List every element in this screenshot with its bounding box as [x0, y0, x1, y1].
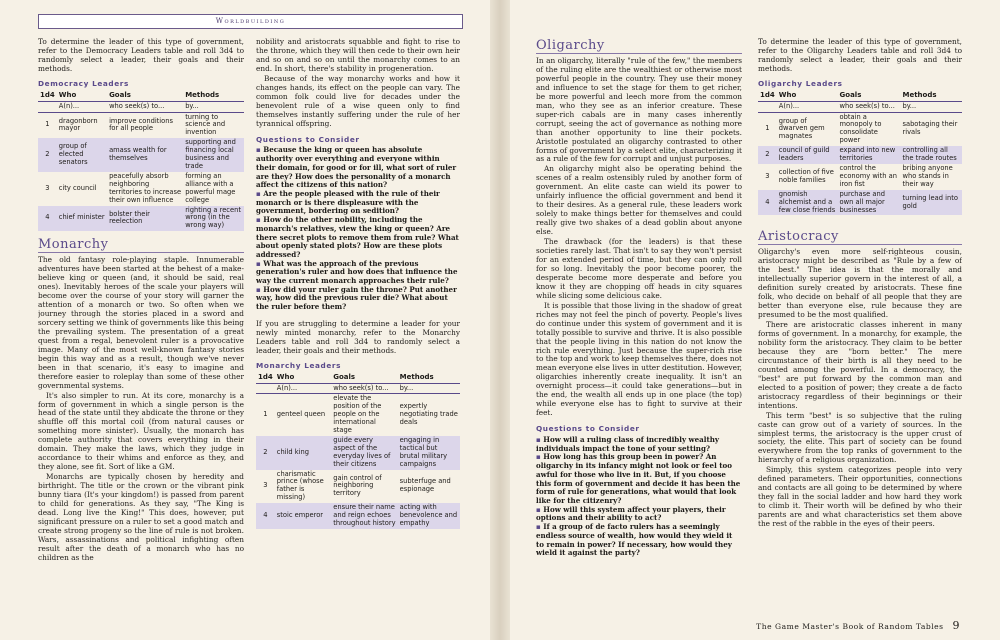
left-column-2 — [256, 38, 460, 628]
table-row: 2 council of guild leaders expand into new territories controlling all the trade routes — [758, 146, 962, 164]
table-row: 4 chief minister bolster their reelection righting a recent wrong (in the wrong way) — [38, 206, 244, 232]
oligarchy-paragraph: An oligarchy might also be operating behind the scenes of a realm ostensibly ruled by another form of government. An elite caste can wield its power to unfairly influence the official government and bend it to their desires. As a general rule, these leaders work solely to make things better for themselves and could really give two shakes of a dead goblin about anyone else. — [536, 164, 742, 237]
oligarchy-questions-heading: Questions to Consider — [536, 424, 640, 434]
table-header: Who — [275, 373, 331, 383]
book-title: The Game Master's Book of Random Tables — [756, 622, 944, 631]
aristocracy-heading: Aristocracy — [758, 229, 962, 245]
table-row: 3 charismatic prince (whose father is missing) gain control of neighboring territory subterfuge and espionage — [263, 469, 451, 502]
democracy-table-title: Democracy Leaders — [38, 78, 129, 88]
monarchy-leaders-table — [256, 373, 460, 529]
table-subheader: by... — [398, 383, 460, 394]
table-header: Methods — [900, 91, 962, 101]
table-subheader: by... — [183, 101, 244, 112]
question-item: ▪ If a group of de facto rulers has a seemingly endless source of wealth, how would they wield it to remain in power? If necessary, how would they wield it against the party? — [536, 522, 733, 558]
table-header: Goals — [107, 91, 183, 101]
table-row: 2 child king guide every aspect of the everyday lives of their citizens engaging in tactical but brutal military campaigns — [256, 436, 460, 470]
oligarchy-table-title: Oligarchy Leaders — [758, 78, 843, 88]
aristocracy-paragraph: There are aristocratic classes inherent in many forms of government. In a monarchy, for example, the nobility form the aristocracy. They claim to be better because they are "born better." The mere circumstance of their birth is all they need to be counted among the powerful. In a democracy, the "best" are put forward by the common man and elected to a position of power; they create a de facto aristocracy regardless of their beginnings or their intentions. — [758, 320, 962, 410]
monarchy-paragraph: nobility and aristocrats squabble and fight to rise to the throne, which they will then cede to their own heir and so on and so on until the monarchy comes to an end. In short, there's stability in progeneration. — [256, 38, 460, 73]
table-subheader: A(n)... — [57, 101, 107, 112]
left-column-1 — [38, 38, 244, 628]
monarchy-table-title: Monarchy Leaders — [256, 360, 342, 370]
book-gutter — [490, 0, 510, 640]
democracy-intro: To determine the leader of this type of government, refer to the Democracy Leaders table and roll 3d4 to randomly select a leader, their goals and their methods. — [38, 38, 244, 73]
oligarchy-paragraph: It is possible that those living in the shadow of great riches may not feel the pinch of poverty. People's lives do continue under this system of government and it is totally possible to survive and thrive. It is also possible that the people living in this nation do not know the rich rule everything. Just because the super-rich rise to the top and work to keep themselves there, does not mean everyone else lives in utter destitution. However, oligarchies inherently create inequality. It isn't an overnight process—it could take generations—but in the end, the wealth all ends up in one place (the top) while everyone else has to fight to survive at their feet. — [536, 300, 742, 418]
democracy-leaders-table — [38, 91, 244, 232]
table-header: Who — [57, 91, 107, 101]
table-subheader: A(n)... — [777, 101, 838, 112]
table-row: 1 dragonborn mayor improve conditions for all people turning to science and invention — [45, 112, 226, 137]
question-item: ▪ What was the approach of the previous generation's ruler and how does that influence the way the current monarch approaches their rule? — [256, 258, 458, 286]
table-row: 4 stoic emperor ensure their name and reign echoes throughout history acting with benevolence and empathy — [256, 503, 460, 529]
question-item: ▪ How do the other nobility, including the monarch's relatives, view the king or queen? Are there secret plots to remove them from rule? What about openly stated plots? How are these plots addressed? — [256, 215, 459, 259]
table-header: Goals — [838, 91, 901, 101]
question-item: ▪ Are the people pleased with the rule of their monarch or is there displeasure with the government, bordering on sedition? — [256, 189, 440, 216]
aristocracy-paragraph: Oligarchy's even more self-righteous cousin, aristocracy might be described as "Rule by a few of the best." The idea is that the morally and intellectually superior govern in the interest of all, a definition surely created by aristocrats. These fine folk, who decide on behalf of all people that they are better than everyone else, rule because they are presumed to be the most qualified. — [758, 247, 962, 320]
table-header: Methods — [183, 91, 244, 101]
table-row: 4 gnomish alchemist and a few close friends purchase and own all major businesses turning lead into gold — [758, 190, 962, 216]
left-page — [0, 0, 490, 640]
question-item: ▪ How will this system affect your players, their options and their ability to act? — [536, 504, 726, 523]
question-item: ▪ How did your ruler gain the throne? Put another way, how did the previous ruler die? What about the ruler before them? — [256, 284, 457, 312]
table-row: 3 city council peacefully absorb neighboring territories to increase their own influence forming an alliance with a powerful mage college — [45, 171, 236, 204]
table-row: 1 genteel queen elevate the position of the people on the international stage expertly negotiating trade deals — [263, 394, 458, 435]
aristocracy-paragraph: This term "best" is so subjective that the ruling caste can grow out of a variety of sources. In the simplest terms, the aristocracy is the upper crust of society, the elite. This part of society can be found everywhere from the top ranks of government to the hierarchy of a religious organization. — [758, 410, 962, 465]
monarchy-paragraph: The old fantasy role-playing staple. Innumerable adventures have been started at the behest of a make-believe king or queen (and, it should be said, real ones). Inevitably heroes of the scale your players will become over the course of your story will garner the attention of a monarch or two. So often when we journey through the stories placed in a sword and sorcery setting we think of governments like this being the prevailing system. The presentation of a great quest from a regal, benevolent ruler is a provocative image. Many of the most well-known fantasy stories begin this way and as a result, though we've never been in that scenario, it's easy to imagine and therefore easier to roleplay than some of these other governmental systems. — [38, 255, 244, 390]
monarchy-paragraph: Because of the way monarchy works and how it changes hands, its effect on the people can vary. The common folk could live for decades under the benevolent rule of a wise queen only to find themselves instantly suffering under the rule of her tyrannical offspring. — [256, 73, 460, 128]
monarchy-paragraph: Monarchs are typically chosen by heredity and birthright. The title or the crown or the vibrant pink bunny tiara (It's your kingdom!) is passed from parent to child for generations. As they say, "The King is dead. Long live the King!" This does, however, put significant pressure on a ruler to set a good match and create strong progeny so the line of rule is not broken. Wars, assassinations and political infighting often result after the death of a monarch who has no children as the — [38, 472, 244, 562]
table-header: 1d4 — [38, 91, 57, 101]
monarchy-paragraph: It's also simpler to run. At its core, monarchy is a form of government in which a single person is the head of the state until they abdicate the throne or they shuffle off this mortal coil (from natural causes or something more sinister). Usually, the monarch has complete authority that covers everything in their domain. They make the laws, which they judge in accordance to their whims and enforce as they, and they alone, see fit. Sort of like a GM. — [38, 390, 244, 472]
table-subheader: who seek(s) to... — [107, 101, 183, 112]
running-header: Worldbuilding — [38, 14, 463, 29]
oligarchy-heading: Oligarchy — [536, 38, 742, 54]
table-header: 1d4 — [758, 91, 777, 101]
oligarchy-leaders-table — [758, 91, 962, 216]
monarchy-intro: If you are struggling to determine a leader for your newly minted monarchy, refer to the Monarchy Leaders table and roll 3d4 to randomly select a leader, their goals and their methods. — [256, 318, 460, 355]
page-footer — [756, 619, 960, 632]
table-header: Goals — [331, 373, 397, 383]
aristocracy-paragraph: Simply, this system categorizes people into very defined parameters. Their opportunities, connections and contacts are all going to be determined by where they fall in the social ladder and how hard they work to climb it. Their worth will be defined by who their parents are and what characteristics set them above the rest of the rabble in the eyes of their peers. — [758, 465, 962, 529]
oligarchy-intro: To determine the leader of this type of government, refer to the Oligarchy Leaders table and roll 3d4 to randomly select a leader, their goals and their methods. — [758, 38, 962, 73]
table-subheader: A(n)... — [275, 383, 331, 394]
table-header: 1d4 — [256, 373, 275, 383]
question-item: ▪ Because the king or queen has absolute authority over everything and everyone within their domain, for good or for ill, what sort of ruler are they? How does the personality of a monarch affect the citizens of this nation? — [256, 145, 457, 190]
oligarchy-paragraph: The drawback (for the leaders) is that these societies rarely last. That isn't to say they won't persist for an extended period of time, but they can only roll for so long. Inevitably the poor become poorer, the desperate become more desperate and before you know it they are chopping off heads in city squares while slicing some delicious cake. — [536, 237, 742, 300]
table-row: 2 group of elected senators amass wealth for themselves supporting and financing local business and trade — [38, 138, 244, 172]
right-column-2 — [758, 38, 962, 628]
table-subheader: by... — [900, 101, 962, 112]
page-number: 9 — [952, 619, 960, 632]
question-item: ▪ How will a ruling class of incredibly wealthy individuals impact the tone of your setting? — [536, 435, 720, 453]
monarchy-questions-heading: Questions to Consider — [256, 134, 360, 144]
table-row: 1 group of dwarven gem magnates obtain a monopoly to consolidate power sabotaging their rivals — [765, 112, 958, 145]
table-header: Who — [777, 91, 838, 101]
right-column-1 — [536, 38, 742, 628]
question-item: ▪ How long has this group been in power? An oligarchy in its infancy might not look or feel too awful for those who live in it. But, if you choose this form of government and decide it has been the form of rule for generations, what would that look like for the citizenry? — [536, 452, 741, 505]
table-subheader: who seek(s) to... — [331, 383, 397, 394]
oligarchy-paragraph: In an oligarchy, literally "rule of the few," the members of the ruling elite are the wealthiest or otherwise most powerful people in the country. They use their money and influence to set the stage for them to get richer, be more powerful and leech more from the common man, who they see as an inferior creature. These super-rich cabals are in many cases inherently corrupt, seeing the act of governance as nothing more than another opportunity to line their pockets. Aristotle postulated an oligarchy contrasted to other forms of government by a select elite, characterizing it as a rule of the few for corrupt and unjust purposes. — [536, 56, 742, 164]
table-header: Methods — [398, 373, 460, 383]
monarchy-heading: Monarchy — [38, 237, 244, 253]
table-row: 3 collection of five noble families control the economy with an iron fist bribing anyone who stands in their way — [765, 164, 953, 188]
table-subheader: who seek(s) to... — [838, 101, 901, 112]
